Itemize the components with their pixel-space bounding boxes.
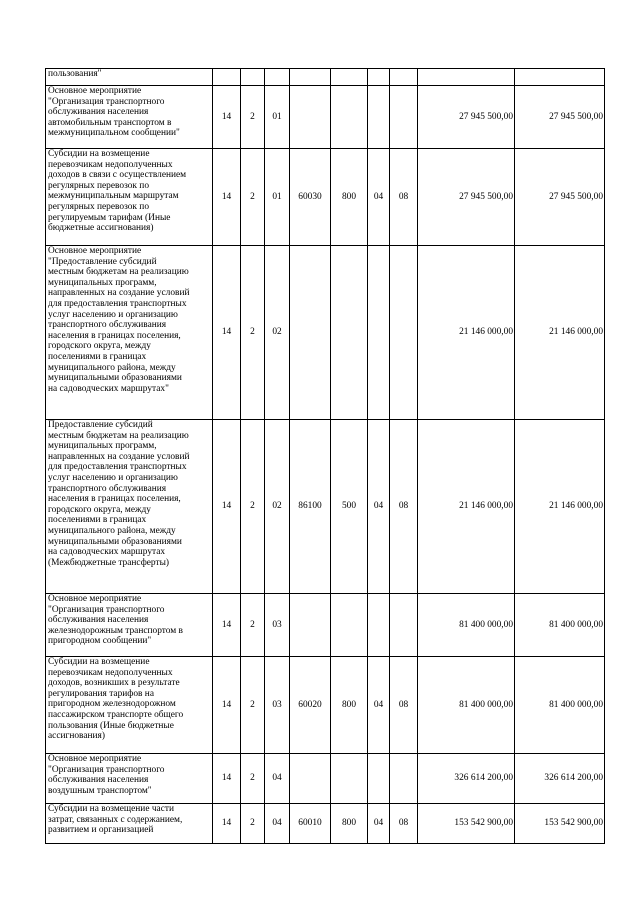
subsection-cell: 08 — [390, 149, 418, 246]
program-name-cell: Субсидии на возмещение перевозчикам недополученных доходов в связи с осуществлением регулярных перевозок по межмуниципальным маршрутам регулярных перевозок по регулируемым тарифам (Иные бюджетные ассигнования) — [46, 149, 213, 246]
amount-cell — [515, 69, 605, 86]
subprogram-cell: 2 — [241, 149, 265, 246]
amount-cell: 153 542 900,00 — [418, 804, 515, 844]
subsection-cell — [390, 754, 418, 804]
subsection-cell — [390, 594, 418, 657]
amount-cell: 326 614 200,00 — [418, 754, 515, 804]
section-cell: 04 — [368, 657, 390, 754]
target-article-cell: 14 — [213, 754, 241, 804]
expense-type-cell — [331, 86, 368, 149]
amount-cell: 27 945 500,00 — [418, 86, 515, 149]
amount-cell: 21 146 000,00 — [515, 246, 605, 420]
amount-cell: 27 945 500,00 — [418, 149, 515, 246]
section-cell — [368, 246, 390, 420]
main-activity-cell — [265, 69, 290, 86]
program-name-cell: Субсидии на возмещение части затрат, связанных с содержанием, развитием и организацией — [46, 804, 213, 844]
program-name-cell: Основное мероприятие "Организация транспортного обслуживания населения воздушным транспортом" — [46, 754, 213, 804]
table-row — [46, 420, 605, 594]
expense-type-cell — [331, 69, 368, 86]
amount-cell: 153 542 900,00 — [515, 804, 605, 844]
amount-cell: 81 400 000,00 — [515, 657, 605, 754]
subprogram-cell: 2 — [241, 246, 265, 420]
amount-cell: 21 146 000,00 — [515, 420, 605, 594]
main-activity-cell: 01 — [265, 86, 290, 149]
expense-type-cell: 800 — [331, 149, 368, 246]
section-cell — [368, 86, 390, 149]
main-activity-cell: 04 — [265, 754, 290, 804]
direction-code-cell — [290, 754, 331, 804]
subprogram-cell — [241, 69, 265, 86]
target-article-cell: 14 — [213, 246, 241, 420]
direction-code-cell — [290, 69, 331, 86]
expense-type-cell: 500 — [331, 420, 368, 594]
amount-cell: 326 614 200,00 — [515, 754, 605, 804]
direction-code-cell: 86100 — [290, 420, 331, 594]
amount-cell: 81 400 000,00 — [418, 594, 515, 657]
expense-type-cell — [331, 594, 368, 657]
subprogram-cell: 2 — [241, 420, 265, 594]
target-article-cell — [213, 69, 241, 86]
subprogram-cell: 2 — [241, 86, 265, 149]
table-row — [46, 246, 605, 420]
section-cell: 04 — [368, 420, 390, 594]
section-cell — [368, 69, 390, 86]
budget-table-body — [46, 69, 605, 844]
section-cell — [368, 754, 390, 804]
table-row — [46, 149, 605, 246]
table-row — [46, 594, 605, 657]
amount-cell: 21 146 000,00 — [418, 246, 515, 420]
subsection-cell — [390, 246, 418, 420]
program-name-cell: пользования" — [46, 69, 213, 86]
subprogram-cell: 2 — [241, 754, 265, 804]
main-activity-cell: 02 — [265, 246, 290, 420]
target-article-cell: 14 — [213, 149, 241, 246]
section-cell: 04 — [368, 149, 390, 246]
target-article-cell: 14 — [213, 804, 241, 844]
subprogram-cell: 2 — [241, 804, 265, 844]
table-row — [46, 804, 605, 844]
subsection-cell — [390, 86, 418, 149]
program-name-cell: Субсидии на возмещение перевозчикам недополученных доходов, возникших в результате регулирования тарифов на пригородном железнодорожном пассажирском транспорте общего пользования (Иные бюджетные ассигнования) — [46, 657, 213, 754]
main-activity-cell: 01 — [265, 149, 290, 246]
amount-cell: 81 400 000,00 — [515, 594, 605, 657]
budget-table — [45, 68, 605, 844]
main-activity-cell: 03 — [265, 594, 290, 657]
program-name-cell: Основное мероприятие "Предоставление субсидий местным бюджетам на реализацию муниципальных программ, направленных на создание условий для предоставления транспортных услуг населению и организацию транспортного обслуживания населения в границах поселения, городского округа, между поселениями в границах муниципального района, между муниципальными образованиями на садоводческих маршрутах" — [46, 246, 213, 420]
subprogram-cell: 2 — [241, 594, 265, 657]
table-row — [46, 86, 605, 149]
direction-code-cell — [290, 594, 331, 657]
subsection-cell: 08 — [390, 804, 418, 844]
subsection-cell — [390, 69, 418, 86]
subsection-cell: 08 — [390, 657, 418, 754]
program-name-cell: Основное мероприятие "Организация транспортного обслуживания населения автомобильным транспортом в межмуниципальном сообщении" — [46, 86, 213, 149]
direction-code-cell: 60010 — [290, 804, 331, 844]
amount-cell: 81 400 000,00 — [418, 657, 515, 754]
expense-type-cell — [331, 246, 368, 420]
amount-cell: 21 146 000,00 — [418, 420, 515, 594]
expense-type-cell: 800 — [331, 804, 368, 844]
direction-code-cell — [290, 86, 331, 149]
main-activity-cell: 02 — [265, 420, 290, 594]
table-row — [46, 657, 605, 754]
amount-cell — [418, 69, 515, 86]
section-cell: 04 — [368, 804, 390, 844]
expense-type-cell: 800 — [331, 657, 368, 754]
target-article-cell: 14 — [213, 594, 241, 657]
table-row — [46, 754, 605, 804]
main-activity-cell: 04 — [265, 804, 290, 844]
amount-cell: 27 945 500,00 — [515, 86, 605, 149]
amount-cell: 27 945 500,00 — [515, 149, 605, 246]
target-article-cell: 14 — [213, 420, 241, 594]
program-name-cell: Предоставление субсидий местным бюджетам на реализацию муниципальных программ, направленных на создание условий для предоставления транспортных услуг населению и организацию транспортного обслуживания населения в границах поселения, городского округа, между поселениями в границах муниципального района, между муниципальными образованиями на садоводческих маршрутах (Межбюджетные трансферты) — [46, 420, 213, 594]
expense-type-cell — [331, 754, 368, 804]
direction-code-cell: 60030 — [290, 149, 331, 246]
subprogram-cell: 2 — [241, 657, 265, 754]
target-article-cell: 14 — [213, 657, 241, 754]
direction-code-cell: 60020 — [290, 657, 331, 754]
program-name-cell: Основное мероприятие "Организация транспортного обслуживания населения железнодорожным транспортом в пригородном сообщении" — [46, 594, 213, 657]
direction-code-cell — [290, 246, 331, 420]
target-article-cell: 14 — [213, 86, 241, 149]
section-cell — [368, 594, 390, 657]
main-activity-cell: 03 — [265, 657, 290, 754]
subsection-cell: 08 — [390, 420, 418, 594]
table-row — [46, 69, 605, 86]
